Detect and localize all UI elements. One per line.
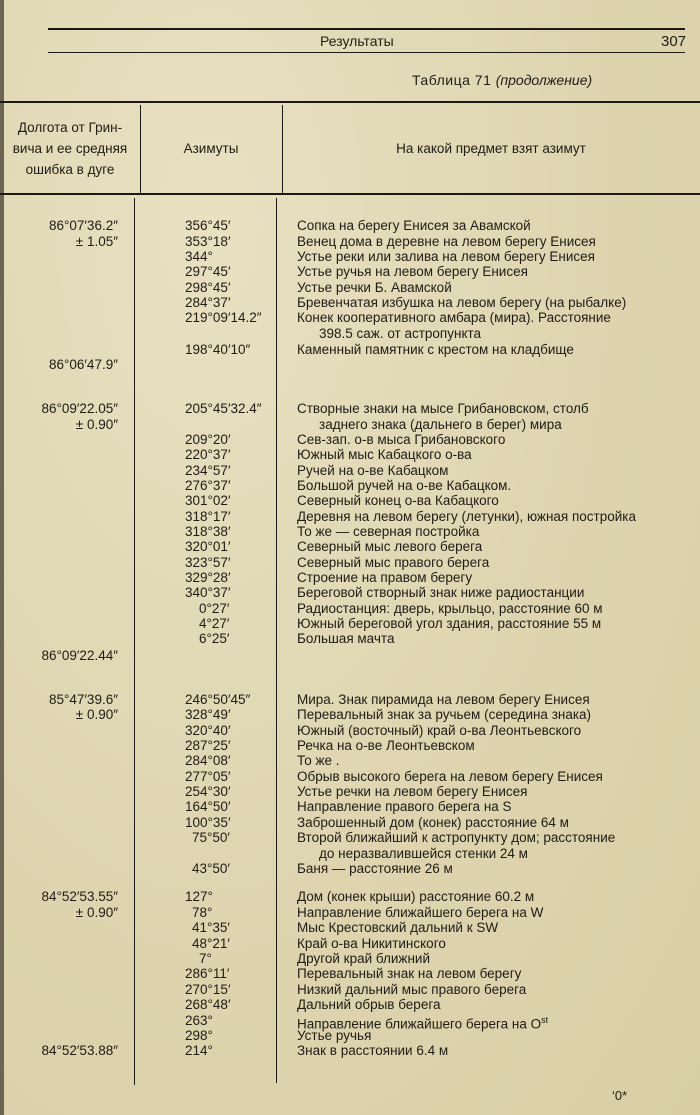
- azimuth-value: [140, 249, 270, 265]
- azimuth-object-description: [297, 631, 692, 647]
- description-text: Южный мыс Кабацкого о-ва: [297, 447, 472, 462]
- column-header-azimuth: Азимуты: [183, 141, 239, 156]
- azimuth-text: 263°: [185, 1013, 213, 1028]
- printer-signature-mark: ‘0*: [612, 1088, 628, 1103]
- azimuth-value: [140, 234, 270, 250]
- azimuth-value: [140, 692, 270, 708]
- azimuth-object-description: [297, 753, 692, 769]
- column-header-object: На какой предмет взят азимут: [396, 141, 586, 156]
- azimuth-value: [140, 478, 270, 494]
- description-text: Большая мачта: [297, 631, 395, 646]
- azimuth-text: 344°: [185, 249, 213, 264]
- description-text: Южный береговой угол здания, расстояние 55 м: [297, 616, 602, 631]
- azimuth-object-description: [297, 769, 692, 785]
- azimuth-text: 297°45′: [185, 264, 231, 279]
- description-text: Край о-ва Никитинского: [297, 936, 446, 951]
- azimuth-object-description: [297, 784, 692, 800]
- azimuth-value: [140, 524, 270, 540]
- azimuth-object-description: [297, 966, 692, 982]
- azimuth-text: 340°37′: [185, 585, 231, 600]
- azimuth-text: 100°35′: [185, 815, 231, 830]
- description-text: Обрыв высокого берега на левом берегу Енисея: [297, 769, 603, 784]
- azimuth-value: [140, 463, 270, 479]
- description-text: Сопка на берегу Енисея за Авамской: [297, 218, 531, 233]
- azimuth-text: 78°: [192, 905, 213, 920]
- azimuth-text: 323°57′: [185, 555, 231, 570]
- azimuth-value: [140, 631, 270, 647]
- azimuth-text: 276°37′: [185, 478, 231, 493]
- column-divider-1: [134, 198, 135, 1085]
- header-top-rule: [48, 28, 685, 30]
- description-text: Строение на правом берегу: [297, 570, 473, 585]
- azimuth-object-description: [297, 1028, 692, 1044]
- azimuth-value: [140, 295, 270, 311]
- azimuth-value: [140, 769, 270, 785]
- azimuth-value: [140, 357, 270, 373]
- azimuth-text: 318°17′: [185, 509, 231, 524]
- azimuth-value: [140, 920, 270, 936]
- azimuth-object-description: [297, 905, 692, 921]
- description-text: Заброшенный дом (конек) расстояние 64 м: [297, 815, 569, 830]
- azimuth-text: 205°45′32.4″: [185, 401, 262, 416]
- azimuth-text: 4°27′: [199, 616, 230, 631]
- azimuth-object-description: [297, 539, 692, 555]
- azimuth-object-description: [297, 997, 692, 1013]
- azimuth-value: [140, 1028, 270, 1044]
- azimuth-object-description: [297, 447, 692, 463]
- azimuth-text: 301°02′: [185, 493, 231, 508]
- description-text: Южный (восточный) край о-ва Леонтьевского: [297, 723, 582, 738]
- longitude-value: 84°52′53.55″: [41, 889, 118, 904]
- azimuth-object-description: [297, 861, 692, 877]
- azimuth-object-description: [297, 555, 692, 571]
- azimuth-object-description: [297, 295, 692, 311]
- azimuth-value: [140, 1043, 270, 1059]
- description-text: Перевальный знак на левом берегу: [297, 966, 522, 981]
- azimuth-text: 220°37′: [185, 447, 231, 462]
- page-number: 307: [661, 33, 687, 50]
- column-header-longitude-line-3: ошибка в дуге: [25, 162, 115, 177]
- azimuth-object-description: [297, 799, 692, 815]
- azimuth-object-description: [297, 815, 692, 831]
- description-continuation: 398.5 саж. от астропункта: [319, 325, 482, 341]
- description-text: Северный мыс правого берега: [297, 555, 490, 570]
- azimuth-object-description: [297, 936, 692, 952]
- azimuth-text: 356°45′: [185, 218, 231, 233]
- azimuth-value: [140, 936, 270, 952]
- azimuth-value: [140, 753, 270, 769]
- azimuth-value: [140, 830, 270, 846]
- description-text: Направление ближайшего берега на W: [297, 905, 544, 920]
- longitude-value: 85°47′39.6″: [48, 692, 118, 707]
- azimuth-value: [140, 966, 270, 982]
- azimuth-value: [140, 707, 270, 723]
- description-text: Радиостанция: дверь, крыльцо, расстояние 60 м: [297, 601, 603, 616]
- description-text: Бревенчатая избушка на левом берегу (на рыбалке): [297, 295, 627, 310]
- longitude-error: ± 1.05″: [75, 234, 118, 249]
- table-caption-number: Таблица 71: [412, 72, 492, 88]
- azimuth-value: [140, 585, 270, 601]
- azimuth-text: 277°05′: [185, 769, 231, 784]
- table-caption: [412, 72, 592, 88]
- longitude-value: 86°09′22.05″: [41, 401, 118, 416]
- azimuth-object-description: [297, 738, 692, 754]
- azimuth-text: 353°18′: [185, 234, 231, 249]
- azimuth-text: 214°: [185, 1043, 213, 1058]
- column-header-longitude: [0, 117, 140, 180]
- azimuth-object-description: [297, 432, 692, 448]
- header-bottom-rule: [48, 52, 685, 53]
- azimuth-value: [140, 951, 270, 967]
- azimuth-text: 219°09′14.2″: [185, 310, 262, 325]
- azimuth-text: 298°: [185, 1028, 213, 1043]
- azimuth-value: [140, 616, 270, 632]
- azimuth-object-description: [297, 342, 692, 358]
- azimuth-object-description: [297, 1043, 692, 1059]
- azimuth-value: [140, 601, 270, 617]
- description-text: То же .: [297, 753, 340, 768]
- description-text: Каменный памятник с крестом на кладбище: [297, 342, 574, 357]
- description-text: Ручей на о-ве Кабацком: [297, 463, 449, 478]
- azimuth-text: 328°49′: [185, 707, 231, 722]
- azimuth-value: [140, 539, 270, 555]
- column-header-longitude-line-1: Долгота от Грин-: [17, 120, 123, 135]
- azimuth-value: [140, 264, 270, 280]
- description-text: Знак в расстоянии 6.4 м: [297, 1043, 449, 1058]
- azimuth-text: 284°37′: [185, 295, 231, 310]
- description-text: Речка на о-ве Леонтьевском: [297, 738, 475, 753]
- azimuth-object-description: [297, 889, 692, 905]
- azimuth-text: 268°48′: [185, 997, 231, 1012]
- azimuth-object-description: [297, 524, 692, 540]
- description-text: То же — северная постройка: [297, 524, 480, 539]
- azimuth-object-description: [297, 616, 692, 632]
- description-text: Направление ближайшего берега на O: [297, 1016, 542, 1032]
- description-text: Дом (конек крыши) расстояние 60.2 м: [297, 889, 535, 904]
- column-header-longitude-line-2: вича и ее средняя: [12, 141, 128, 156]
- longitude-error: ± 0.90″: [75, 417, 118, 432]
- azimuth-object-description: [297, 707, 692, 723]
- description-text: Конек кооперативного амбара (мира). Расстояние: [297, 310, 611, 325]
- azimuth-object-description: [297, 723, 692, 739]
- description-text: Деревня на левом берегу (летунки), южная постройка: [297, 509, 637, 524]
- azimuth-text: 7°: [199, 951, 212, 966]
- azimuth-text: 320°40′: [185, 723, 231, 738]
- description-text: Устье ручья на левом берегу Енисея: [297, 264, 528, 279]
- longitude-error: ± 0.90″: [75, 905, 118, 920]
- azimuth-object-description: [297, 509, 692, 525]
- azimuth-text: 164°50′: [185, 799, 231, 814]
- azimuth-object-description: [297, 920, 692, 936]
- azimuth-text: 318°38′: [185, 524, 231, 539]
- description-text: Северный мыс левого берега: [297, 539, 483, 554]
- azimuth-value: [140, 1013, 270, 1029]
- azimuth-object-description: [297, 234, 692, 250]
- table-top-rule: [0, 101, 700, 103]
- description-text: Створные знаки на мысе Грибановском, столб: [297, 401, 589, 416]
- azimuth-object-description: [297, 478, 692, 494]
- azimuth-text: 298°45′: [185, 280, 231, 295]
- azimuth-text: 198°40′10″: [185, 342, 251, 357]
- description-superscript: st: [541, 1015, 549, 1025]
- azimuth-value: [140, 310, 270, 326]
- azimuth-value: [140, 723, 270, 739]
- azimuth-text: 43°50′: [192, 861, 230, 876]
- azimuth-text: 209°20′: [185, 432, 231, 447]
- azimuth-text: 329°28′: [185, 570, 231, 585]
- azimuth-value: [140, 432, 270, 448]
- azimuth-value: [140, 997, 270, 1013]
- azimuth-value: [140, 401, 270, 417]
- azimuth-value: [140, 555, 270, 571]
- description-continuation: заднего знака (дальнего в берег) мира: [319, 416, 562, 432]
- description-text: Устье речки Б. Авамской: [297, 280, 452, 295]
- azimuth-object-description: [297, 570, 692, 586]
- azimuth-object-description: [297, 310, 692, 341]
- azimuth-text: 270°15′: [185, 982, 231, 997]
- azimuth-value: [140, 784, 270, 800]
- azimuth-text: 286°11′: [185, 966, 230, 981]
- description-text: Низкий дальний мыс правого берега: [297, 982, 527, 997]
- azimuth-object-description: [297, 982, 692, 998]
- azimuth-object-description: [297, 830, 692, 861]
- longitude-value: 84°52′53.88″: [41, 1043, 118, 1058]
- description-text: Большой ручей на о-ве Кабацком.: [297, 478, 512, 493]
- azimuth-object-description: [297, 218, 692, 234]
- description-text: Устье речки на левом берегу Енисея: [297, 784, 528, 799]
- azimuth-value: [140, 982, 270, 998]
- azimuth-text: 6°25′: [199, 631, 230, 646]
- azimuth-value: [140, 570, 270, 586]
- column-divider-2: [276, 198, 277, 1083]
- azimuth-value: [140, 493, 270, 509]
- azimuth-text: 320°01′: [185, 539, 231, 554]
- azimuth-value: [140, 447, 270, 463]
- azimuth-value: [140, 799, 270, 815]
- description-text: Устье ручья: [297, 1028, 372, 1043]
- description-text: Устье реки или залива на левом берегу Енисея: [297, 249, 595, 264]
- azimuth-object-description: [297, 280, 692, 296]
- description-continuation: до неразвалившейся стенки 24 м: [319, 845, 528, 861]
- running-header-title: Результаты: [320, 33, 394, 49]
- azimuth-object-description: [297, 401, 692, 432]
- azimuth-object-description: [297, 601, 692, 617]
- azimuth-text: 284°08′: [185, 753, 231, 768]
- description-text: Перевальный знак за ручьем (середина знака): [297, 707, 592, 722]
- table-header-bottom-rule: [0, 193, 700, 195]
- description-text: Мыс Крестовский дальний к SW: [297, 920, 499, 935]
- azimuth-value: [140, 861, 270, 877]
- azimuth-value: [140, 905, 270, 921]
- azimuth-object-description: [297, 692, 692, 708]
- azimuth-object-description: [297, 951, 692, 967]
- longitude-error: ± 0.90″: [75, 707, 118, 722]
- description-text: Сев-зап. о-в мыса Грибановского: [297, 432, 506, 447]
- description-text: Дальний обрыв берега: [297, 997, 441, 1012]
- longitude-value: 86°07′36.2″: [48, 218, 118, 233]
- azimuth-value: [140, 509, 270, 525]
- description-text: Баня — расстояние 26 м: [297, 861, 453, 876]
- azimuth-object-description: [297, 249, 692, 265]
- longitude-value: 86°06′47.9″: [48, 357, 118, 372]
- azimuth-text: 254°30′: [185, 784, 231, 799]
- azimuth-object-description: [297, 264, 692, 280]
- description-text: Венец дома в деревне на левом берегу Енисея: [297, 234, 596, 249]
- azimuth-value: [140, 889, 270, 905]
- azimuth-value: [140, 815, 270, 831]
- description-text: Мира. Знак пирамида на левом берегу Енисея: [297, 692, 590, 707]
- description-text: Другой край ближний: [297, 951, 431, 966]
- azimuth-value: [140, 738, 270, 754]
- azimuth-text: 127°: [185, 889, 213, 904]
- description-text: Направление правого берега на S: [297, 799, 512, 814]
- azimuth-text: 41°35′: [192, 920, 230, 935]
- azimuth-text: 287°25′: [185, 738, 231, 753]
- azimuth-value: [140, 342, 270, 358]
- azimuth-value: [140, 218, 270, 234]
- azimuth-object-description: [297, 493, 692, 509]
- azimuth-object-description: [297, 585, 692, 601]
- azimuth-value: [140, 417, 270, 433]
- azimuth-text: 246°50′45″: [185, 692, 251, 707]
- azimuth-value: [140, 648, 270, 664]
- description-text: Береговой створный знак ниже радиостанции: [297, 585, 585, 600]
- description-text: Второй ближайший к астропункту дом; расстояние: [297, 830, 616, 845]
- table-caption-continuation: (продолжение): [495, 72, 593, 88]
- longitude-value: 86°09′22.44″: [41, 648, 118, 663]
- azimuth-text: 75°50′: [192, 830, 230, 845]
- azimuth-text: 48°21′: [192, 936, 230, 951]
- azimuth-value: [140, 280, 270, 296]
- description-text: Северный конец о-ва Кабацкого: [297, 493, 499, 508]
- azimuth-object-description: [297, 463, 692, 479]
- azimuth-text: 234°57′: [185, 463, 231, 478]
- azimuth-text: 0°27′: [199, 601, 230, 616]
